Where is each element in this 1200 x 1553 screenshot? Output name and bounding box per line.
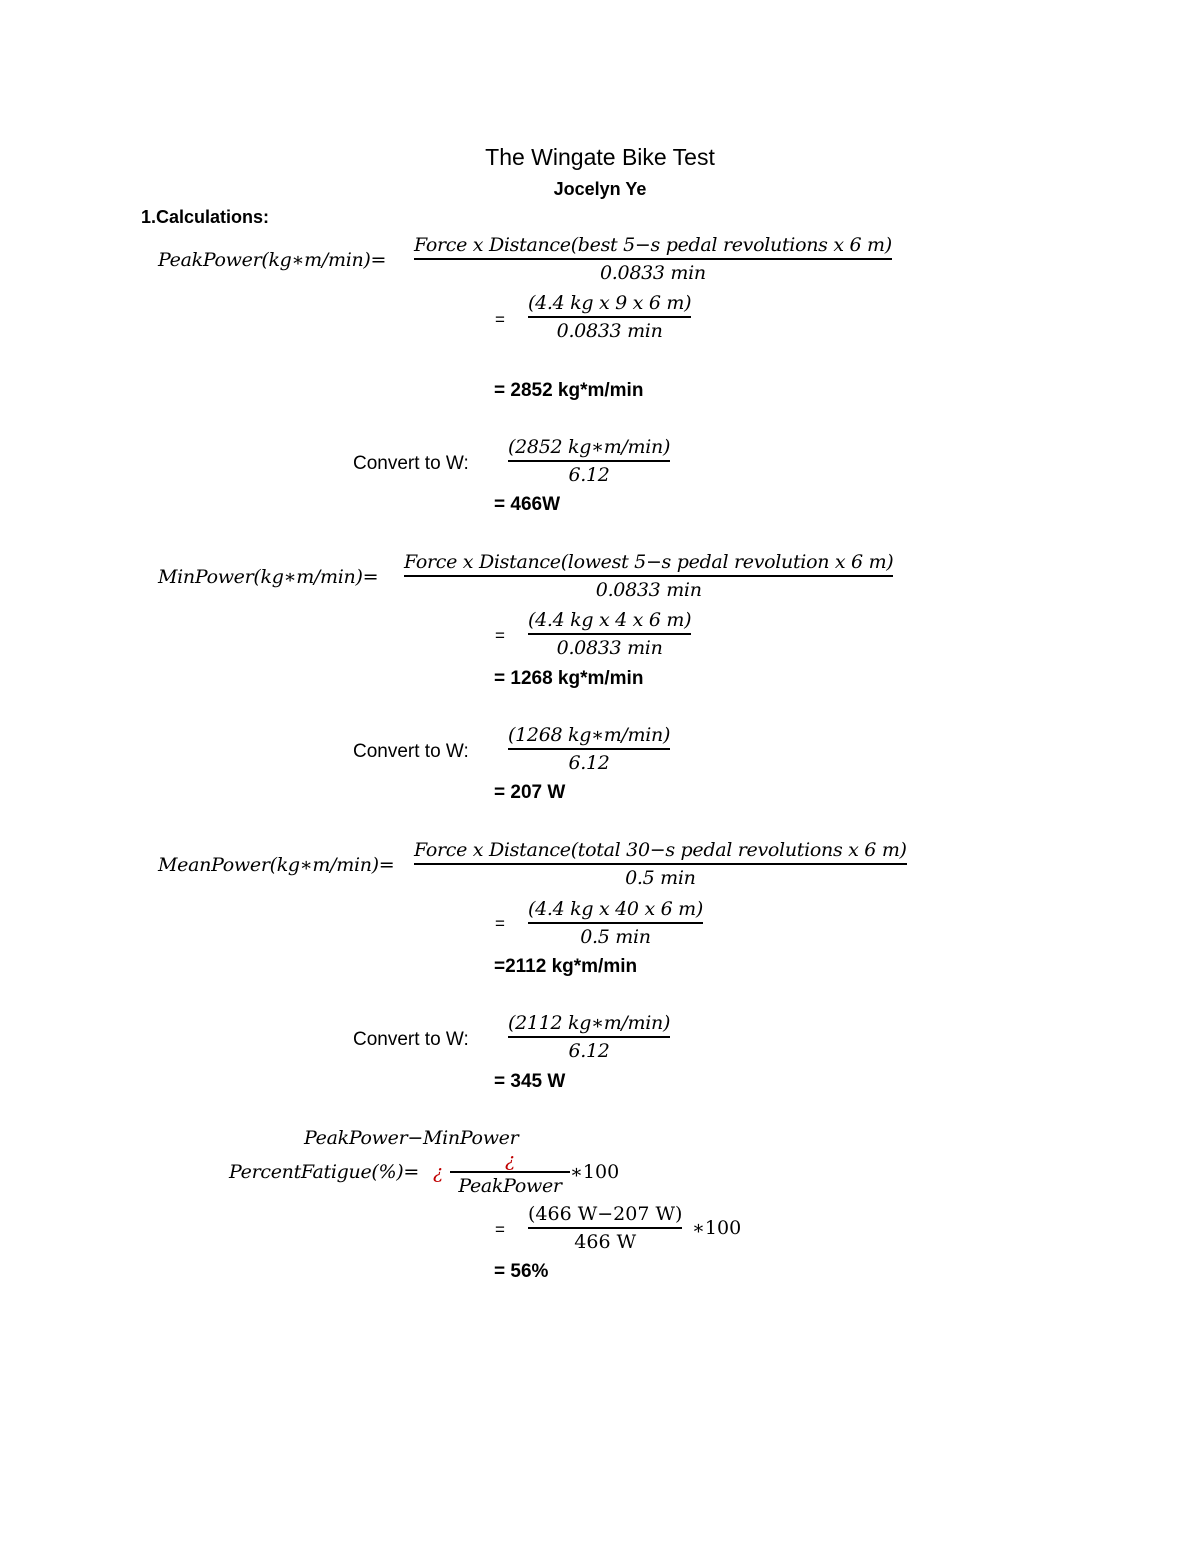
fatigue-sub-denominator: 466 W (574, 1231, 637, 1253)
mean-sub-fraction (528, 896, 703, 950)
peak-convert-numerator: (2852 kg∗m/min) (508, 436, 671, 458)
min-power-watts: = 207 W (494, 782, 566, 803)
min-power-fraction (404, 549, 893, 603)
section-heading: 1.Calculations: (141, 207, 270, 227)
fatigue-sub-times-100: ∗100 (692, 1217, 742, 1239)
min-sub-denominator: 0.0833 min (556, 637, 663, 659)
peak-sub-fraction (528, 290, 691, 344)
fatigue-top-expression: PeakPower−MinPower (304, 1127, 519, 1149)
peak-power-watts: = 466W (494, 494, 561, 515)
min-power-lhs: MinPower(kg∗m/min)= (158, 566, 379, 588)
peak-power-denominator: 0.0833 min (600, 262, 706, 284)
mean-sub-equals: = (495, 914, 505, 933)
mean-power-result: =2112 kg*m/min (494, 956, 638, 977)
document-title: The Wingate Bike Test (485, 144, 715, 170)
peak-sub-numerator: (4.4 kg x 9 x 6 m) (528, 292, 692, 314)
min-convert-numerator: (1268 kg∗m/min) (508, 724, 671, 746)
fatigue-fraction (450, 1149, 570, 1199)
min-sub-fraction (528, 607, 691, 661)
mean-power-denominator: 0.5 min (625, 867, 696, 889)
min-convert-fraction (508, 722, 670, 776)
min-power-denominator: 0.0833 min (595, 579, 702, 601)
fatigue-sub-numerator: (466 W−207 W) (528, 1203, 683, 1225)
fatigue-sub-fraction (528, 1201, 682, 1255)
author-name: Jocelyn Ye (553, 179, 647, 199)
min-sub-numerator: (4.4 kg x 4 x 6 m) (528, 609, 692, 631)
peak-sub-equals: = (495, 310, 505, 329)
min-sub-equals: = (495, 626, 505, 645)
peak-convert-fraction (508, 434, 670, 488)
fatigue-lhs: PercentFatigue(%)= (229, 1161, 419, 1183)
min-power-result: = 1268 kg*m/min (494, 668, 644, 689)
mean-power-watts: = 345 W (494, 1071, 566, 1092)
peak-power-fraction (414, 232, 892, 286)
mean-power-lhs: MeanPower(kg∗m/min)= (158, 854, 395, 876)
mean-sub-denominator: 0.5 min (580, 926, 651, 948)
mean-power-fraction (414, 837, 907, 891)
fatigue-times-100: ∗100 (570, 1161, 620, 1183)
fatigue-denominator: PeakPower (458, 1175, 562, 1197)
fatigue-glyph-numerator: ¿ (505, 1149, 515, 1171)
peak-power-lhs: PeakPower(kg∗m/min)= (158, 249, 387, 271)
mean-convert-denominator: 6.12 (568, 1040, 610, 1062)
peak-convert-denominator: 6.12 (568, 464, 610, 486)
min-power-numerator: Force x Distance(lowest 5−s pedal revolution x 6 m) (404, 551, 894, 573)
mean-power-numerator: Force x Distance(total 30−s pedal revolutions x 6 m) (414, 839, 907, 861)
mean-convert-numerator: (2112 kg∗m/min) (508, 1012, 671, 1034)
min-convert-label: Convert to W: (353, 741, 469, 762)
mean-convert-fraction (508, 1010, 670, 1064)
peak-sub-denominator: 0.0833 min (556, 320, 663, 342)
fatigue-glyph-left: ¿ (433, 1161, 443, 1183)
fatigue-sub-equals: = (495, 1220, 505, 1239)
mean-sub-numerator: (4.4 kg x 40 x 6 m) (528, 898, 703, 920)
fatigue-result: = 56% (494, 1261, 549, 1282)
min-convert-denominator: 6.12 (568, 752, 610, 774)
peak-convert-label: Convert to W: (353, 453, 469, 474)
mean-convert-label: Convert to W: (353, 1029, 469, 1050)
peak-power-numerator: Force x Distance(best 5−s pedal revolutions x 6 m) (414, 234, 892, 256)
peak-power-result: = 2852 kg*m/min (494, 380, 644, 401)
